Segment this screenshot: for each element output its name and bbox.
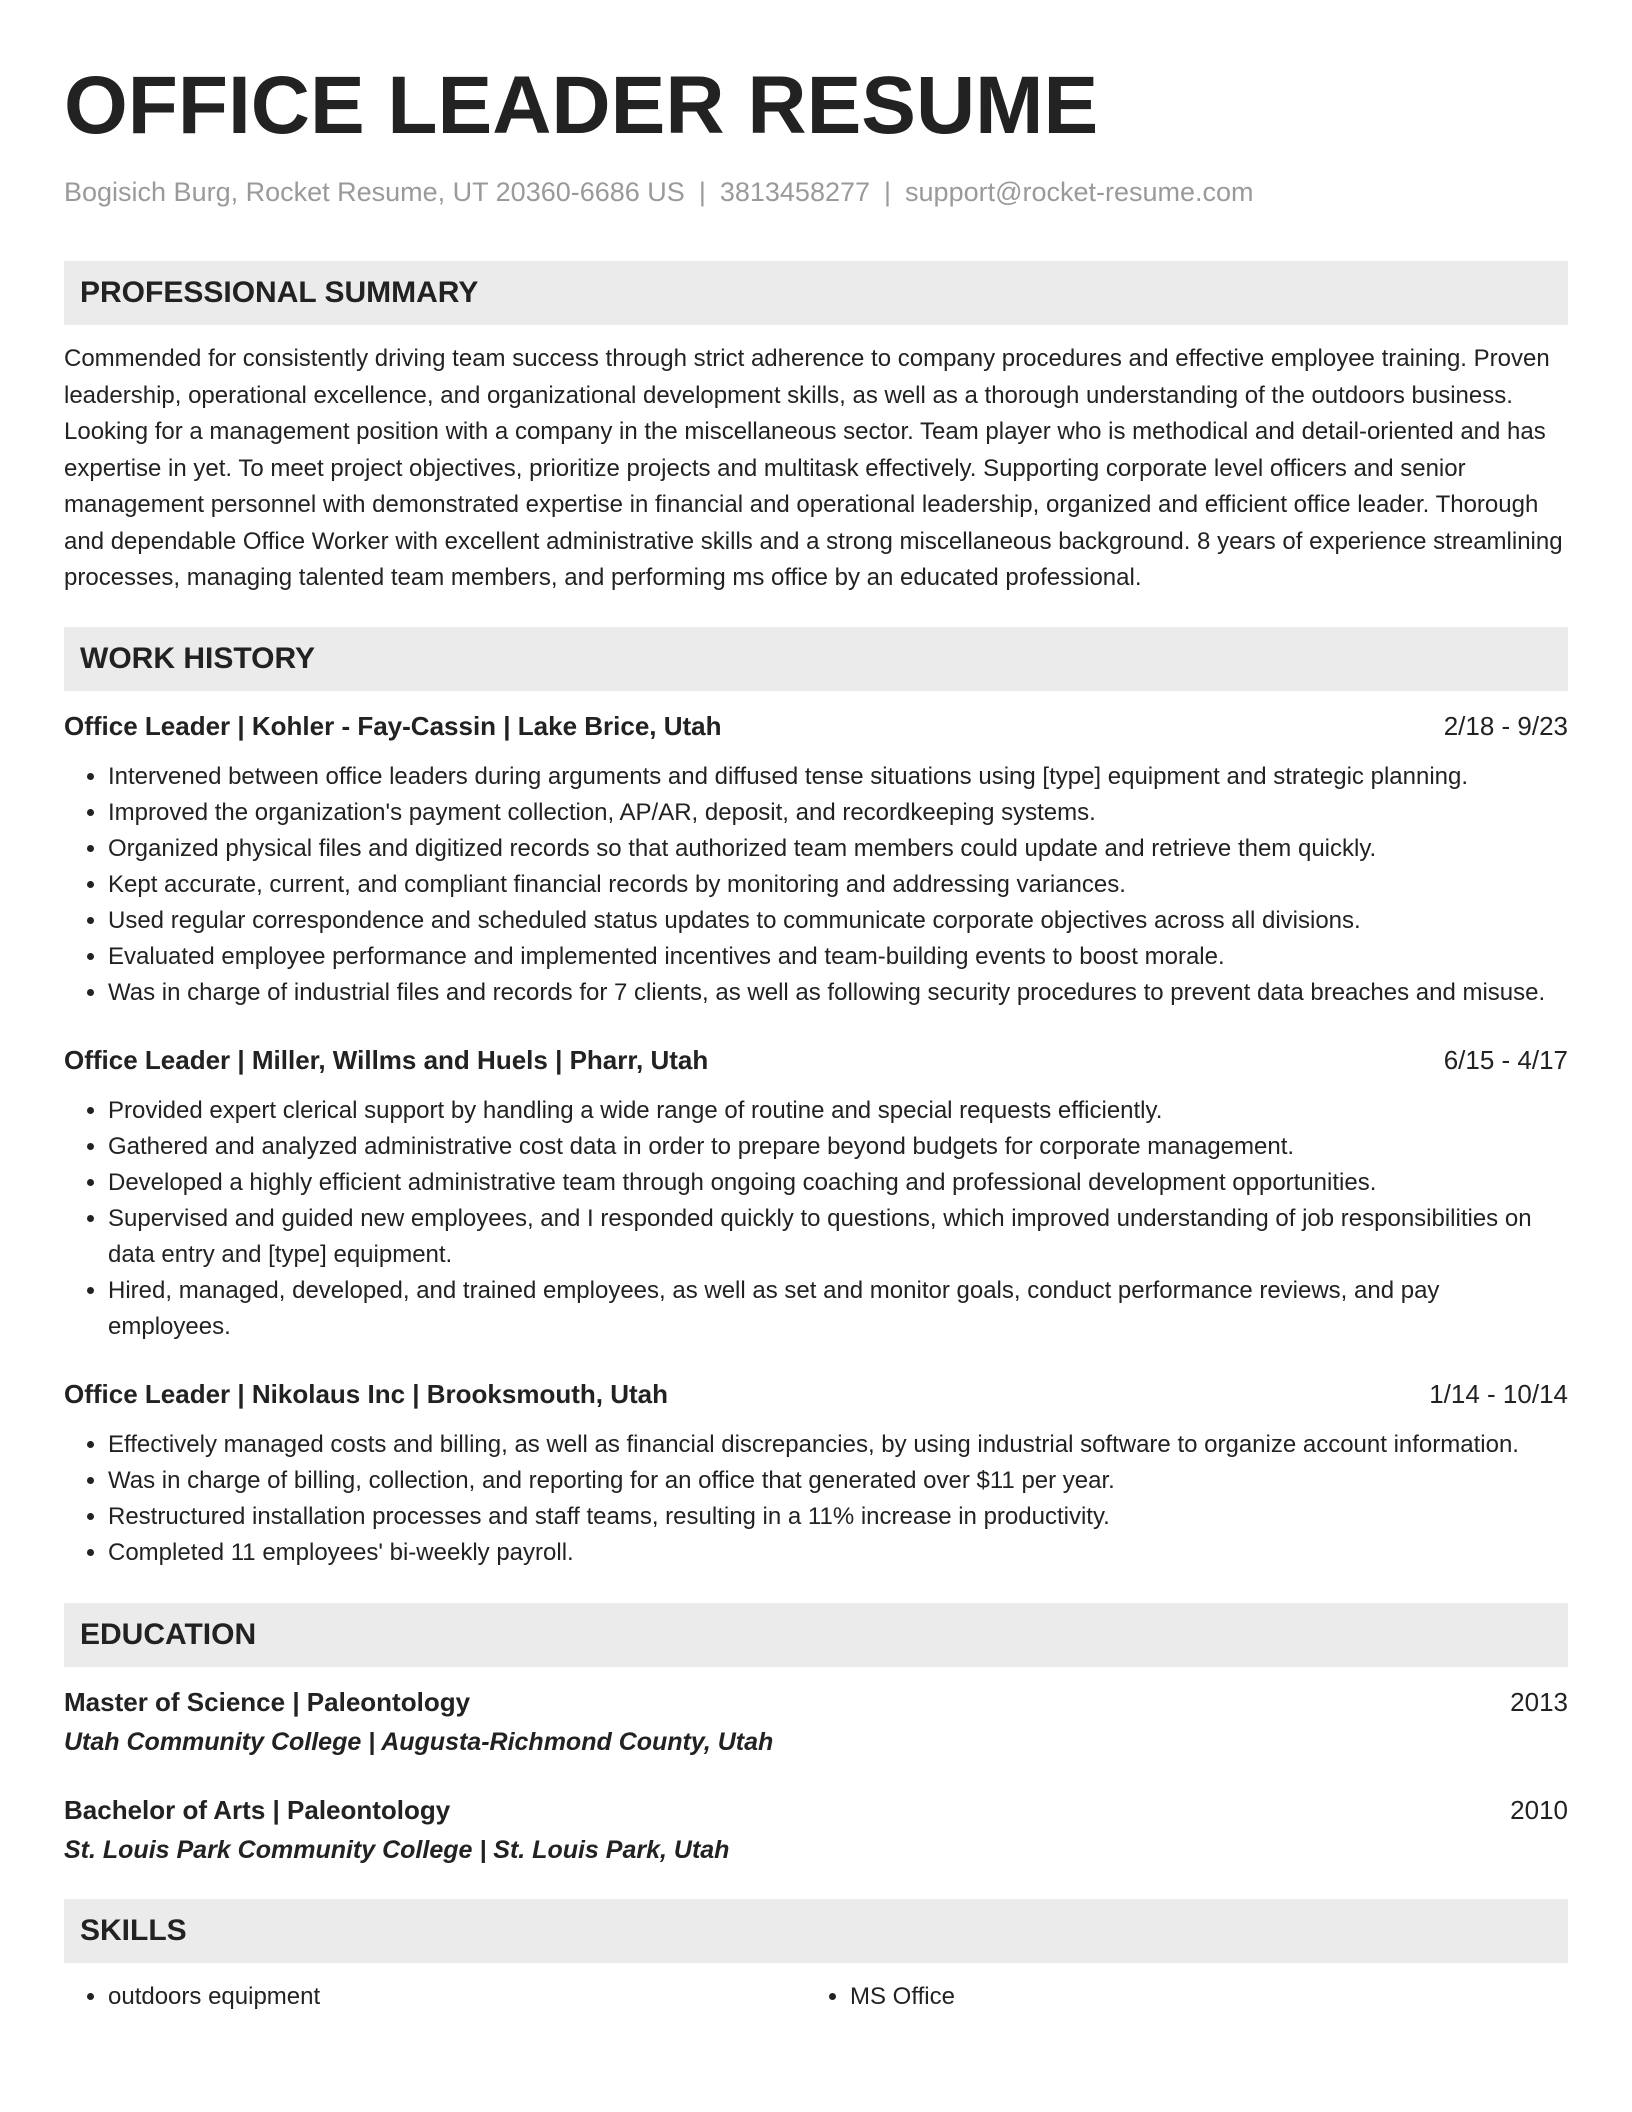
resume-title: OFFICE LEADER RESUME <box>64 60 1099 151</box>
job-entry <box>64 1043 1568 1345</box>
education-entry <box>64 1793 1568 1867</box>
education-entry <box>64 1685 1568 1759</box>
institution: Utah Community College | Augusta-Richmond County, Utah <box>64 1727 774 1756</box>
list-item: • Kept accurate, current, and compliant financial records by monitoring and addressing variances. <box>108 867 1568 903</box>
education-row <box>64 1793 1568 1827</box>
job-title-row <box>64 1043 1568 1077</box>
institution: St. Louis Park Community College | St. Louis Park, Utah <box>64 1835 730 1864</box>
job-bullets <box>64 1093 1568 1345</box>
list-item: • Organized physical files and digitized records so that authorized team members could update and retrieve them quickly. <box>108 831 1568 867</box>
contact-separator: | <box>884 177 892 207</box>
list-item: • Gathered and analyzed administrative cost data in order to prepare beyond budgets for corporate management. <box>108 1129 1568 1165</box>
section-header-summary <box>64 261 1568 325</box>
skills-column-left <box>64 1979 806 2015</box>
section-header-education <box>64 1603 1568 1667</box>
section-title: SKILLS <box>80 1913 187 1947</box>
job-bullets <box>64 759 1568 1011</box>
contact-separator: | <box>698 177 706 207</box>
list-item: • Was in charge of billing, collection, and reporting for an office that generated over $11 per year. <box>108 1463 1568 1499</box>
list-item: • Used regular correspondence and scheduled status updates to communicate corporate objectives across all divisions. <box>108 903 1568 939</box>
job-bullets <box>64 1427 1568 1571</box>
job-title-row <box>64 709 1568 743</box>
list-item: • Completed 11 employees' bi-weekly payroll. <box>108 1535 1568 1571</box>
list-item: • Supervised and guided new employees, and I responded quickly to questions, which improved understanding of job responsibilities on data entry and [type] equipment. <box>108 1201 1568 1273</box>
job-entry <box>64 1377 1568 1571</box>
degree: Bachelor of Arts | Paleontology <box>64 1794 451 1825</box>
section-title: PROFESSIONAL SUMMARY <box>80 276 479 309</box>
contact-line <box>64 174 1568 210</box>
contact-phone: 3813458277 <box>719 177 871 207</box>
list-item: • Effectively managed costs and billing, as well as financial discrepancies, by using industrial software to organize account information. <box>108 1427 1568 1463</box>
job-entry <box>64 709 1568 1011</box>
skills-list <box>64 1979 1568 2015</box>
job-dates: 1/14 - 10/14 <box>1429 1378 1568 1409</box>
contact-email: support@rocket-resume.com <box>905 177 1254 207</box>
section-header-work-history <box>64 627 1568 691</box>
list-item: • Hired, managed, developed, and trained employees, as well as set and monitor goals, conduct performance reviews, and pay employees. <box>108 1273 1568 1345</box>
education-row <box>64 1685 1568 1719</box>
list-item: • Was in charge of industrial files and records for 7 clients, as well as following security procedures to prevent data breaches and misuse. <box>108 975 1568 1011</box>
skill-item: • MS Office <box>850 1979 1548 2015</box>
list-item: • Provided expert clerical support by handling a wide range of routine and special requests efficiently. <box>108 1093 1568 1129</box>
list-item: • Intervened between office leaders during arguments and diffused tense situations using [type] equipment and strategic planning. <box>108 759 1568 795</box>
job-title: Office Leader | Nikolaus Inc | Brooksmouth, Utah <box>64 1378 668 1409</box>
section-title: EDUCATION <box>80 1617 257 1651</box>
job-title: Office Leader | Kohler - Fay-Cassin | Lake Brice, Utah <box>64 710 722 741</box>
graduation-year: 2013 <box>1510 1686 1568 1717</box>
summary-text: Commended for consistently driving team success through strict adherence to company procedures and effective employee training. Proven leadership, operational excellence, and organizational development skills, as well as a thorough understanding of the outdoors business. Looking for a management position with a company in the miscellaneous sector. Team player who is methodical and detail-oriented and has expertise in yet. To meet project objectives, prioritize projects and multitask effectively. Supporting corporate level officers and senior management personnel with demonstrated expertise in financial and operational leadership, organized and efficient office leader. Thorough and dependable Office Worker with excellent administrative skills and a strong miscellaneous background. 8 years of experience streamlining processes, managing talented team members, and performing ms office by an educated professional. <box>64 345 1563 591</box>
skills-column-right <box>806 1979 1548 2015</box>
list-item: • Evaluated employee performance and implemented incentives and team-building events to boost morale. <box>108 939 1568 975</box>
section-header-skills <box>64 1899 1568 1963</box>
list-item: • Improved the organization's payment collection, AP/AR, deposit, and recordkeeping systems. <box>108 795 1568 831</box>
list-item: • Developed a highly efficient administrative team through ongoing coaching and professional development opportunities. <box>108 1165 1568 1201</box>
job-dates: 6/15 - 4/17 <box>1443 1044 1568 1075</box>
job-dates: 2/18 - 9/23 <box>1443 710 1568 741</box>
graduation-year: 2010 <box>1510 1794 1568 1825</box>
degree: Master of Science | Paleontology <box>64 1686 471 1717</box>
skill-item: • outdoors equipment <box>108 1979 806 2015</box>
list-item: • Restructured installation processes and staff teams, resulting in a 11% increase in productivity. <box>108 1499 1568 1535</box>
job-title: Office Leader | Miller, Willms and Huels | Pharr, Utah <box>64 1044 709 1075</box>
job-title-row <box>64 1377 1568 1411</box>
contact-address: Bogisich Burg, Rocket Resume, UT 20360-6686 US <box>64 177 685 207</box>
section-title: WORK HISTORY <box>80 641 316 675</box>
